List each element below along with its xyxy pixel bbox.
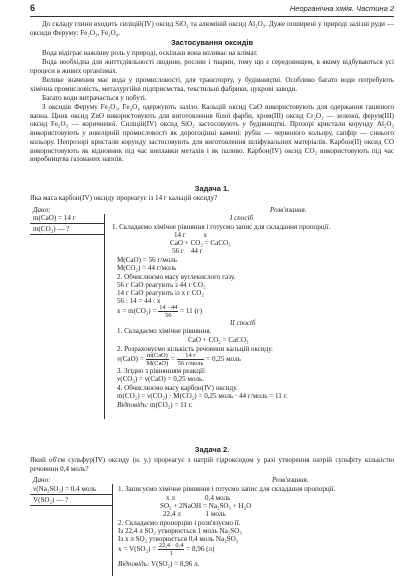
task2-eq-bottom: 22,4 л 1 моль bbox=[163, 510, 226, 518]
task1-m2-step2: 2. Розраховуємо кількість речовини кальцій оксиду. bbox=[117, 345, 273, 353]
task1-m1-molar-mass-2: M(CO₂) = 44 г/моль bbox=[117, 264, 177, 272]
task1-m2-step4-value: m(CO₂) = ν(CO₂) · M(CO₂) = 0,25 моль · 44 г/моль = 11 г. bbox=[117, 392, 288, 400]
task2-title: Задача 2. bbox=[194, 445, 230, 454]
task2-question: Який об'єм сульфур(IV) оксиду (н. у.) прореагує з натрій гідроксидом у разі утворення натрій сульфіту кількістю речовини 0,4 моль? bbox=[30, 456, 394, 473]
task1-m1-fraction bbox=[158, 304, 178, 319]
intro-paragraph-4: Велике значення має вода у промисловості, для транспорту, у будівництві. Особливо багато води потребують хімічна промисловість, металургійні підприємства, текстильні фабрики, цукрові заводи. bbox=[30, 76, 394, 93]
task2-solution-label: Розв'язання. bbox=[272, 476, 309, 484]
task2-line2: Із x л SO₂ утворюється 0,4 моль Na₂SO₃ bbox=[118, 535, 239, 543]
fraction-numerator: 14 · 44 bbox=[159, 304, 178, 311]
task1-m1-result bbox=[117, 304, 202, 319]
task1-answer-label: Відповідь: bbox=[117, 401, 149, 409]
task1-m2-step3: 3. Згідно з рівнянням реакції: bbox=[117, 367, 206, 375]
task1-m2-equation: CaO + CO₂ = CaCO₃ bbox=[188, 336, 249, 344]
task1-m2-fraction-1 bbox=[146, 352, 170, 367]
task1-m1-line2: 14 г CaO реагують із x г CO₂ bbox=[117, 289, 204, 297]
intro-paragraph-5: Багато води витрачається у побуті. bbox=[42, 94, 147, 102]
task1-m1-equation: CaO + CO₂ = CaCO₃ bbox=[170, 239, 231, 247]
intro-paragraph-3: Вода необхідна для життєдіяльності людини, рослин і тварин, тому що є середовищем, в якому відбуваються усі процеси в живих організмах. bbox=[30, 58, 394, 75]
intro-paragraph-6: З оксидів Феруму Fe₂O₃, Fe₃O₄ одержують залізо. Кальцій оксид CaO використовують для одержання гашеного вапна. Цинк оксид ZnO використовують для виготовлення білої фарби, хром(III) оксид Cr₂O₃ — зеленої, ферум(III) оксид Fe₂O₃ — коричневої. Силіцій(IV) оксид SiO₂ застосовують у будівництві. Прозорі кристали корунду Al₂O₃ використовують у ювелірній промисловості як дорогоцінні камені: рубін — червоного кольору, сапфір — синього кольору. Непрозорі кристали корунду застосовують для виготовлення шліфувальних матеріалів. Карбон(II) оксид CO використовують як відновник під час виплавки металів і як паливо. Карбон(IV) оксид CO₂ використовують під час виробництва газованих напоїв. bbox=[30, 103, 394, 164]
task1-m2-amount-mid: = bbox=[170, 355, 175, 364]
task1-m2-fraction-2 bbox=[177, 352, 205, 367]
task2-find-value: V(SO₂) — ? bbox=[33, 496, 69, 504]
task1-m2-amount-right: = 0,25 моль bbox=[206, 355, 241, 364]
task1-m1-molar-mass-1: M(CaO) = 56 г/моль bbox=[117, 256, 178, 264]
fraction-numerator: 22,4 · 0,4 bbox=[158, 542, 184, 549]
task1-m2-step4: 4. Обчислюємо масу карбон(IV) оксиду. bbox=[117, 384, 238, 392]
task1-find-value: m(CO₂) — ? bbox=[33, 225, 70, 233]
task2-answer-value: V(SO₂) = 8,96 л. bbox=[151, 560, 200, 568]
task2-fraction bbox=[158, 542, 185, 557]
task2-given-label: Дано: bbox=[33, 476, 51, 484]
fraction-denominator: 56 г/моль bbox=[177, 360, 204, 367]
task1-method1-title: I спосіб bbox=[230, 214, 254, 222]
task2-result-right: = 8,96 (л) bbox=[186, 545, 215, 554]
fraction-denominator: M(CaO) bbox=[146, 360, 169, 367]
task1-m1-line1: 56 г CaO реагують з 44 г CO₂ bbox=[117, 281, 206, 289]
find-divider bbox=[30, 234, 104, 235]
task1-m1-result-left: x = m(CO₂) = bbox=[117, 307, 157, 316]
intro-paragraph-1: До складу глини входить силіцій(IV) оксид SiO₂ та алюміній оксид Al₂O₃. Дуже поширені у природі залізні руди — оксиди Феруму: Fe₂O₃, Fe₃O₄. bbox=[30, 20, 394, 37]
task1-m2-step1: 1. Складаємо хімічне рівняння. bbox=[117, 327, 212, 335]
task1-m1-eq-bottom: 56 г 44 г bbox=[172, 247, 203, 255]
running-title: Неорганічна хімія. Частина 2 bbox=[289, 4, 394, 13]
fraction-numerator: 14 г bbox=[177, 352, 205, 360]
task1-title: Задача 1. bbox=[194, 184, 230, 193]
intro-paragraph-2: Вода відіграє важливу роль у природі, оскільки вона впливає на клімат. bbox=[42, 49, 258, 57]
task2-vertical-rule bbox=[112, 484, 113, 576]
task1-m1-line3: 56 : 14 = 44 : x bbox=[117, 297, 161, 305]
task2-given-value: ν(Na₂SO₃) = 0,4 моль bbox=[33, 485, 97, 493]
task1-given-value: m(CaO) = 14 г bbox=[33, 214, 76, 222]
task1-m1-step2: 2. Обчислюємо масу вуглекислого газу. bbox=[117, 273, 236, 281]
task1-given-label: Дано: bbox=[33, 206, 51, 214]
task2-equation: SO₂ + 2NaOH = Na₂SO₃ + H₂O bbox=[160, 502, 252, 510]
task1-m1-eq-top: 14 г x bbox=[174, 231, 208, 239]
fraction-denominator: 56 bbox=[165, 312, 172, 319]
section-heading: Застосування оксидів bbox=[170, 38, 254, 47]
task1-solution-label: Розв'язання. bbox=[270, 206, 307, 214]
task1-m1-step1: 1. Складаємо хімічне рівняння і готуємо запис для складання пропорції. bbox=[112, 223, 331, 231]
task1-answer bbox=[117, 401, 193, 410]
task2-given-divider bbox=[30, 494, 112, 495]
task2-eq-top: x л 0,4 моль bbox=[166, 494, 231, 502]
task2-answer-label: Відповідь: bbox=[118, 560, 150, 568]
task2-line1: Із 22,4 л SO₂ утворюється 1 моль Na₂SO₃ bbox=[118, 527, 242, 535]
fraction-denominator: 1 bbox=[169, 550, 173, 557]
task1-question: Яка маса карбон(IV) оксиду прореагує із 14 г кальцій оксиду? bbox=[30, 194, 218, 202]
fraction-numerator: m(CaO) bbox=[146, 352, 168, 359]
task1-m2-amount-left: ν(CaO) = bbox=[117, 355, 144, 364]
task2-answer bbox=[118, 560, 199, 569]
task1-m1-result-right: = 11 (г) bbox=[180, 307, 203, 316]
page-number: 6 bbox=[30, 3, 36, 13]
task2-find-divider bbox=[30, 505, 112, 506]
task1-m2-step3-value: ν(CO₂) = ν(CaO) = 0,25 моль. bbox=[117, 375, 204, 383]
task2-step2: 2. Складаємо пропорцію і розв'язуємо її. bbox=[118, 519, 241, 527]
task1-m2-amount bbox=[117, 352, 241, 367]
task2-result bbox=[118, 542, 214, 557]
task2-step1: 1. Записуємо хімічне рівняння і готуємо запис для складання пропорції. bbox=[118, 485, 336, 493]
task1-method2-title: II спосіб bbox=[230, 319, 256, 327]
given-divider bbox=[30, 223, 104, 224]
running-header bbox=[30, 4, 394, 17]
task2-result-left: x = V(SO₂) = bbox=[118, 545, 157, 554]
given-vertical-rule bbox=[104, 214, 105, 419]
task1-answer-value: m(CO₂) = 11 г. bbox=[150, 401, 193, 409]
